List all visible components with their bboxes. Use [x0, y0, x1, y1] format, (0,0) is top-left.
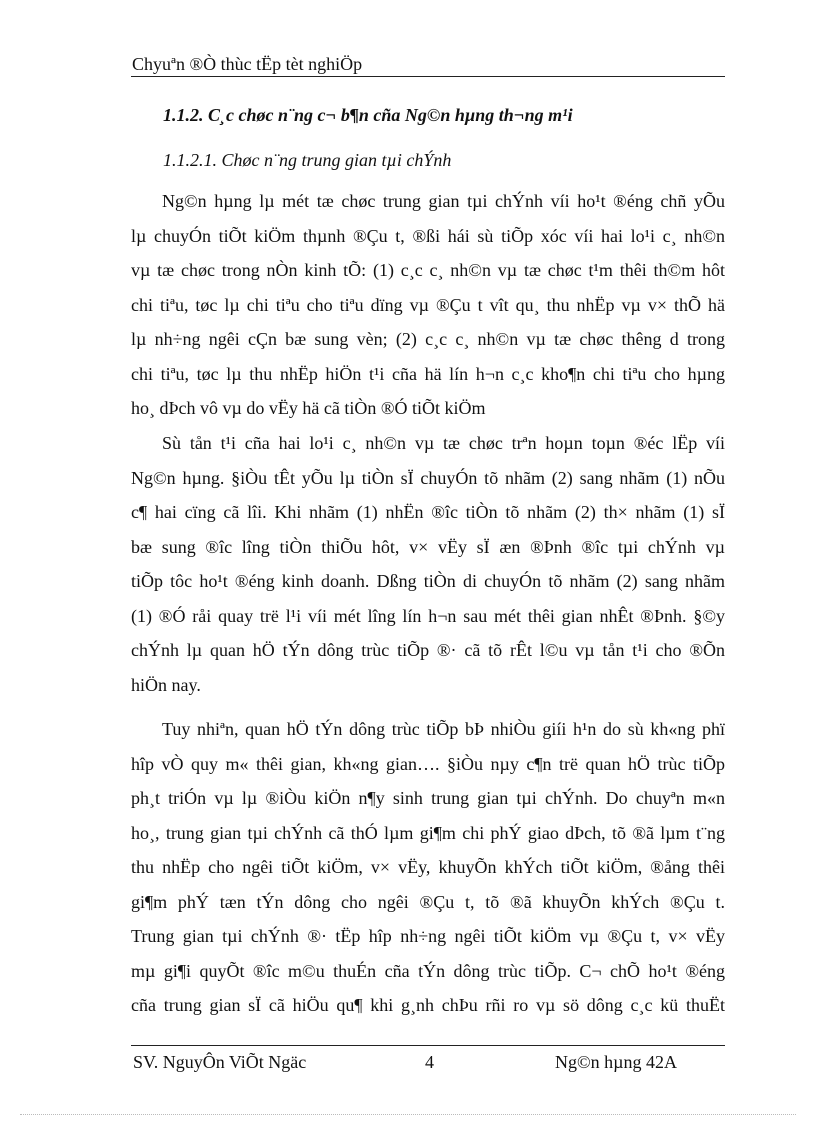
section-subheading: 1.1.2.1. Chøc n¨ng trung gian tµi chÝnh — [163, 150, 452, 170]
paragraph-line: Sù tån t¹i cña hai lo¹i c¸ nh©n vµ tæ chøc trªn hoµn toµn ®éc lËp víi — [162, 433, 725, 453]
paragraph-line: cña trung gian sÏ cã hiÖu qu¶ khi g¸nh chÞu rñi ro vµ sö dông c¸c kü thuËt — [131, 995, 725, 1015]
paragraph-line: chÝnh lµ quan hÖ tÝn dông trùc tiÕp ®· cã tõ rÊt l©u vµ tån t¹i cho ®Õn — [131, 640, 725, 660]
paragraph-line: thu nhËp cho ngêi tiÕt kiÖm, v× vËy, khuyÕn khÝch tiÕt kiÖm, ®ång thêi — [131, 857, 725, 877]
page-number: 4 — [425, 1052, 434, 1072]
paragraph-line: vµ tæ chøc trong nÒn kinh tÕ: (1) c¸c c¸ nh©n vµ tæ chøc t¹m thêi th©m hôt — [131, 260, 725, 280]
paragraph-line: Ng©n hµng. §iÒu tÊt yÕu lµ tiÒn sÏ chuyÓn tõ nhãm (2) sang nhãm (1) nÕu — [131, 467, 725, 488]
paragraph-line: tiÕp tôc ho¹t ®éng kinh doanh. Dßng tiÒn di chuyÓn tõ nhãm (2) sang nhãm — [131, 571, 725, 591]
footer-class: Ng©n hµng 42A — [555, 1052, 678, 1072]
paragraph-line: c¶ hai cïng cã lîi. Khi nhãm (1) nhËn ®îc tiÒn tõ nhãm (2) th× nhãm (1) sÏ — [131, 502, 725, 522]
paragraph-line: ho¸, trung gian tµi chÝnh cã thÓ lµm gi¶m chi phÝ giao dÞch, tõ ®ã lµm t¨ng — [131, 822, 725, 843]
footer-author: SV. NguyÔn ViÕt Ngäc — [133, 1052, 307, 1072]
paragraph-line: hiÖn nay. — [131, 674, 201, 695]
paragraph-1 — [131, 184, 725, 426]
page-bottom-border — [20, 1114, 796, 1115]
paragraph-2 — [131, 426, 725, 702]
paragraph-line: chi tiªu, tøc lµ chi tiªu cho tiªu dïng vµ ®Çu t vît qu¸ thu nhËp vµ v× thÕ hä — [131, 294, 725, 315]
paragraph-line: Ng©n hµng lµ mét tæ chøc trung gian tµi chÝnh víi ho¹t ®éng chñ yÕu — [162, 191, 725, 211]
header-divider — [131, 76, 725, 77]
paragraph-line: hîp vÒ quy m« thêi gian, kh«ng gian…. §iÒu nµy c¶n trë quan hÖ trùc tiÕp — [131, 753, 725, 774]
paragraph-line: Trung gian tµi chÝnh ®· tËp hîp nh÷ng ngêi tiÕt kiÖm vµ ®Çu t, v× vËy — [131, 926, 725, 946]
footer-divider — [131, 1045, 725, 1046]
paragraph-line: gi¶m phÝ tæn tÝn dông cho ngêi ®Çu t, tõ ®ã khuyÕn khÝch ®Çu t. — [131, 891, 725, 912]
paragraph-line: (1) ®Ó råi quay trë l¹i víi mét lîng lín h¬n sau mét thêi gian nhÊt ®Þnh. §©y — [131, 605, 725, 626]
paragraph-line: ph¸t triÓn vµ lµ ®iÒu kiÖn n¶y sinh trung gian tµi chÝnh. Do chuyªn m«n — [131, 788, 725, 808]
section-heading: 1.1.2. C¸c chøc n¨ng c¬ b¶n cña Ng©n hµng th¬ng m¹i — [163, 105, 573, 125]
paragraph-line: Tuy nhiªn, quan hÖ tÝn dông trùc tiÕp bÞ nhiÒu giíi h¹n do sù kh«ng phï — [162, 719, 725, 739]
paragraph-line: ho¸ dÞch vô vµ do vËy hä cã tiÒn ®Ó tiÕt kiÖm — [131, 398, 486, 418]
paragraph-line: lµ nh÷ng ngêi cÇn bæ sung vèn; (2) c¸c c¸ nh©n vµ tæ chøc thêng d trong — [131, 329, 725, 349]
page-header-title: Chyuªn ®Ò thùc tËp tèt nghiÖp — [132, 54, 363, 74]
paragraph-line: chi tiªu, tøc lµ thu nhËp hiÖn t¹i cña hä lín h¬n c¸c kho¶n chi tiªu cho hµng — [131, 363, 725, 384]
paragraph-3 — [131, 712, 725, 1023]
paragraph-line: lµ chuyÓn tiÕt kiÖm thµnh ®Çu t, ®ßi hái sù tiÕp xóc víi hai lo¹i c¸ nh©n — [131, 225, 725, 246]
paragraph-line: bæ sung ®îc lîng tiÒn thiÕu hôt, v× vËy sÏ æn ®Þnh ®îc tµi chÝnh vµ — [131, 536, 725, 557]
paragraph-line: mµ gi¶i quyÕt ®îc m©u thuÉn cña tÝn dông trùc tiÕp. C¬ chÕ ho¹t ®éng — [131, 960, 725, 981]
